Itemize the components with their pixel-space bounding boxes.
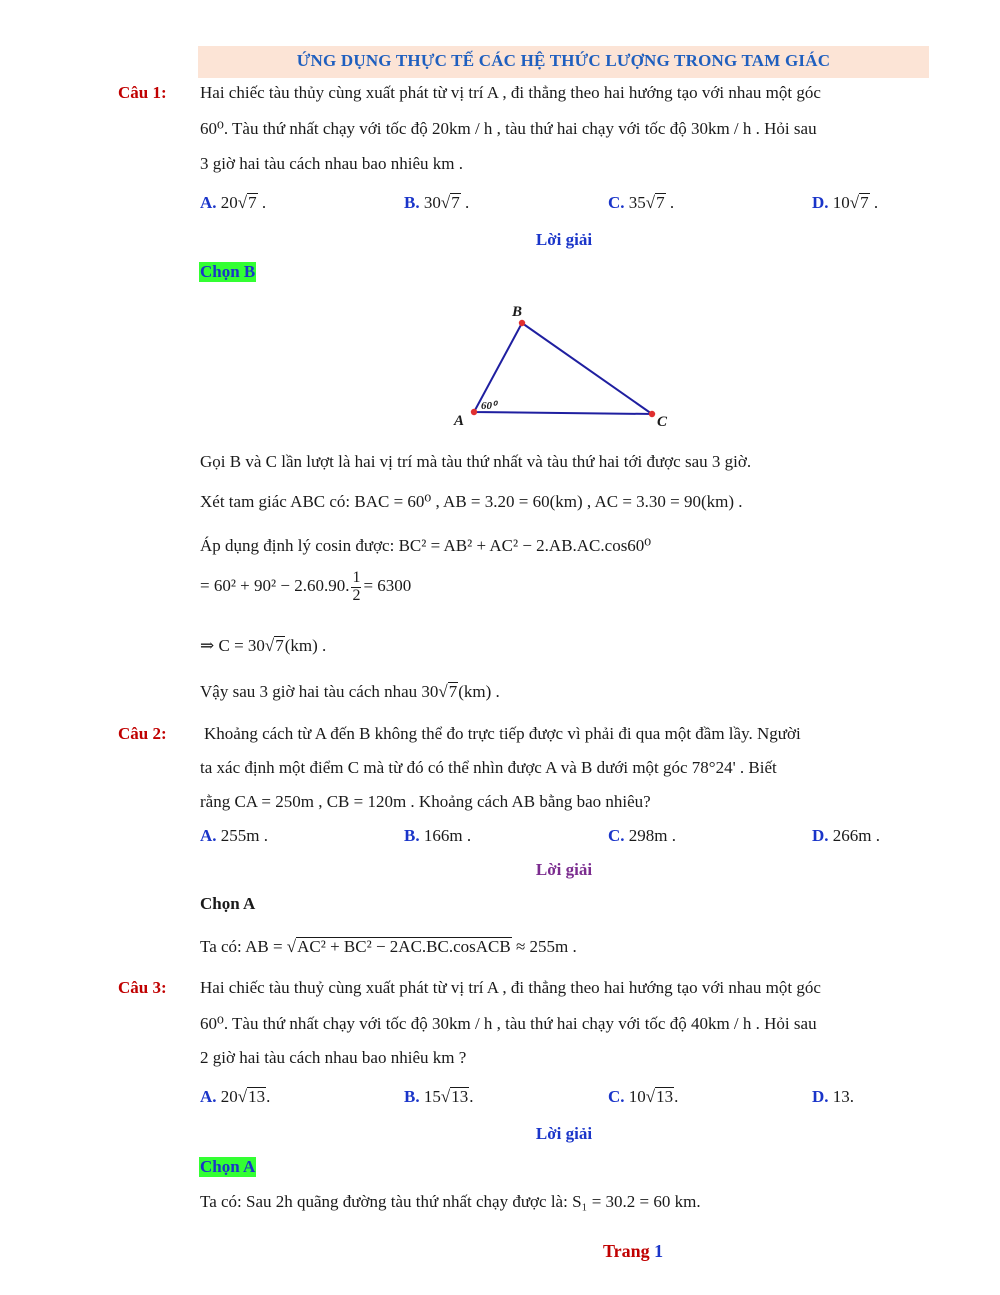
question-2-line-2: ta xác định một điểm C mà từ đó có thể nhìn được A và B dưới một góc 78°24' . Biết xyxy=(200,758,777,777)
q1-option-b: B. 30√7 . xyxy=(404,193,470,212)
question-3-line-2: 60⁰. Tàu thứ nhất chạy với tốc độ 30km / h , tàu thứ hai chạy với tốc độ 40km / h . Hỏi sau xyxy=(200,1014,817,1033)
q2-solution-line: Ta có: AB = √AC² + BC² − 2AC.BC.cosACB ≈ 255m . xyxy=(200,937,577,956)
question-2-line-1: Khoảng cách từ A đến B không thể đo trực tiếp được vì phải đi qua một đầm lầy. Người xyxy=(204,724,801,743)
q1-solution-line-6: Vậy sau 3 giờ hai tàu cách nhau 30√7(km) . xyxy=(200,682,500,701)
triangle-abc xyxy=(474,323,652,414)
question-1-label: Câu 1: xyxy=(118,83,167,102)
point-b xyxy=(519,320,525,326)
triangle-figure xyxy=(440,295,680,435)
q1-option-a: A. 20√7 . xyxy=(200,193,267,212)
q1-solution-heading: Lời giải xyxy=(535,230,593,249)
question-1-line-2: 60⁰. Tàu thứ nhất chạy với tốc độ 20km / h , tàu thứ hai chạy với tốc độ 30km / h . Hỏi sau xyxy=(200,119,817,138)
q3-option-b: B. 15√13. xyxy=(404,1087,474,1106)
angle-label: 60⁰ xyxy=(481,400,497,412)
q2-solution-heading: Lời giải xyxy=(535,860,593,879)
question-3-line-1: Hai chiếc tàu thuỷ cùng xuất phát từ vị trí A , đi thẳng theo hai hướng tạo với nhau một góc xyxy=(200,978,821,997)
q2-option-d: D. 266m . xyxy=(812,826,881,845)
q1-solution-line-5: ⇒ C = 30√7(km) . xyxy=(200,636,327,655)
q2-option-c: C. 298m . xyxy=(608,826,677,845)
q1-solution-line-3: Áp dụng định lý cosin được: BC² = AB² + AC² − 2.AB.AC.cos60⁰ xyxy=(200,536,652,555)
page-footer: Trang 1 xyxy=(603,1241,664,1261)
q1-solution-line-4: = 60² + 90² − 2.60.90. $\frac{1}{2}$ = 6300 xyxy=(200,569,412,604)
page-title: ỨNG DỤNG THỰC TẾ CÁC HỆ THỨC LƯỢNG TRONG TAM GIÁC xyxy=(198,46,929,78)
question-3-line-3: 2 giờ hai tàu cách nhau bao nhiêu km ? xyxy=(200,1048,467,1067)
label-b: B xyxy=(512,304,523,320)
q1-solution-line-2: Xét tam giác ABC có: BAC = 60⁰ , AB = 3.20 = 60(km) , AC = 3.30 = 90(km) . xyxy=(200,492,743,511)
q2-answer-choice: Chọn A xyxy=(200,894,256,913)
q1-solution-line-1: Gọi B và C lần lượt là hai vị trí mà tàu thứ nhất và tàu thứ hai tới được sau 3 giờ. xyxy=(200,452,752,471)
q3-answer-choice: Chọn A xyxy=(200,1157,256,1176)
label-a: A xyxy=(454,413,465,429)
q3-solution-line-1: Ta có: Sau 2h quãng đường tàu thứ nhất chạy được là: S₁ = 30.2 = 60 km. xyxy=(200,1192,701,1211)
q2-option-b: B. 166m . xyxy=(404,826,472,845)
point-a xyxy=(471,409,477,415)
q1-option-c: C. 35√7 . xyxy=(608,193,675,212)
question-2-line-3: rằng CA = 250m , CB = 120m . Khoảng cách AB bằng bao nhiêu? xyxy=(200,792,651,811)
q3-option-c: C. 10√13. xyxy=(608,1087,679,1106)
q3-option-a: A. 20√13. xyxy=(200,1087,271,1106)
q3-option-d: D. 13. xyxy=(812,1087,855,1106)
q2-option-a: A. 255m . xyxy=(200,826,269,845)
q1-answer-choice: Chọn B xyxy=(200,262,256,281)
q3-solution-heading: Lời giải xyxy=(535,1124,593,1143)
question-2-label: Câu 2: xyxy=(118,724,167,743)
question-1-line-1: Hai chiếc tàu thủy cùng xuất phát từ vị trí A , đi thẳng theo hai hướng tạo với nhau một góc xyxy=(200,83,821,102)
question-3-label: Câu 3: xyxy=(118,978,167,997)
q1-option-d: D. 10√7 . xyxy=(812,193,879,212)
question-1-line-3: 3 giờ hai tàu cách nhau bao nhiêu km . xyxy=(200,154,463,173)
point-c xyxy=(649,411,655,417)
label-c: C xyxy=(657,414,668,430)
